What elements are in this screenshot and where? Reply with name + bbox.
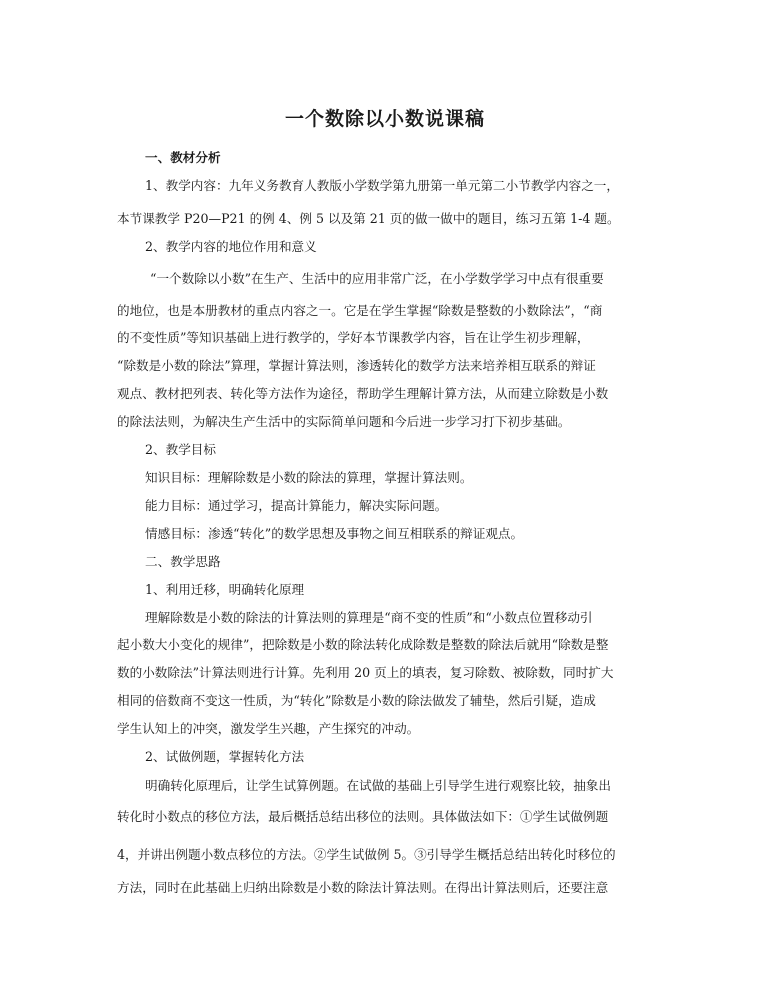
paragraph-line: “一个数除以小数”在生产、生活中的应用非常广泛，在小学数学学习中点有很重要	[150, 271, 604, 286]
paragraph-line: 观点、教材把列表、转化等方法作为途径，帮助学生理解计算方法，从而建立除数是小数	[117, 386, 609, 401]
paragraph-line: 转化时小数点的移位方法，最后概括总结出移位的法则。具体做法如下：①学生试做例题	[117, 809, 609, 824]
paragraph-line: 数的小数除法”计算法则进行计算。先利用 20 页上的填表，复习除数、被除数，同时扩大	[117, 665, 614, 680]
paragraph-line: 情感目标：渗透“转化”的数学思想及事物之间互相联系的辩证观点。	[145, 526, 524, 541]
paragraph-line: 的地位，也是本册教材的重点内容之一。它是在学生掌握“除数是整数的小数除法”，“商	[117, 303, 603, 318]
document-title: 一个数除以小数说课稿	[284, 108, 485, 130]
section-heading-approach: 二、教学思路	[145, 554, 221, 569]
paragraph-line: 理解除数是小数的除法的计算法则的算理是“商不变的性质”和“小数点位置移动引	[145, 610, 593, 625]
subheading: 2、教学内容的地位作用和意义	[145, 239, 317, 254]
section-heading-materials: 一、教材分析	[145, 150, 221, 165]
subheading: 2、试做例题，掌握转化方法	[145, 749, 305, 764]
paragraph-line: “除数是小数的除法”算理，掌握计算法则，渗透转化的数学方法来培养相互联系的辩证	[117, 358, 596, 373]
paragraph-line: 知识目标：理解除数是小数的除法的算理，掌握计算法则。	[145, 470, 473, 485]
subheading: 2、教学目标	[145, 442, 216, 457]
paragraph-line: 相同的倍数商不变这一性质，为“转化”除数是小数的除法做发了辅垫，然后引疑，造成	[117, 693, 596, 708]
subheading: 1、利用迁移，明确转化原理	[145, 582, 305, 597]
paragraph-line: 方法，同时在此基础上归纳出除数是小数的除法计算法则。在得出计算法则后，还要注意	[117, 880, 609, 895]
paragraph-line: 4，并讲出例题小数点移位的方法。②学生试做例 5。③引导学生概括总结出转化时移位的	[117, 847, 616, 862]
paragraph-line: 的除法法则，为解决生产生活中的实际简单问题和今后进一步学习打下初步基础。	[117, 414, 571, 429]
paragraph-line: 起小数大小变化的规律”，把除数是小数的除法转化成除数是整数的除法后就用“除数是整	[117, 637, 609, 652]
paragraph-line: 1、教学内容：九年义务教育人教版小学数学第九册第一单元第二小节教学内容之一，	[145, 178, 619, 193]
paragraph-line: 学生认知上的冲突，激发学生兴趣，产生探究的冲动。	[117, 721, 420, 736]
paragraph-line: 明确转化原理后，让学生试算例题。在试做的基础上引导学生进行观察比较，抽象出	[145, 778, 611, 793]
paragraph-line: 能力目标：通过学习，提高计算能力，解决实际问题。	[145, 498, 448, 513]
paragraph-line: 本节课教学 P20—P21 的例 4、例 5 以及第 21 页的做一做中的题目，练习五第 1-4 题。	[117, 211, 620, 226]
paragraph-line: 的不变性质”等知识基础上进行教学的，学好本节课教学内容，旨在让学生初步理解，	[117, 330, 590, 345]
